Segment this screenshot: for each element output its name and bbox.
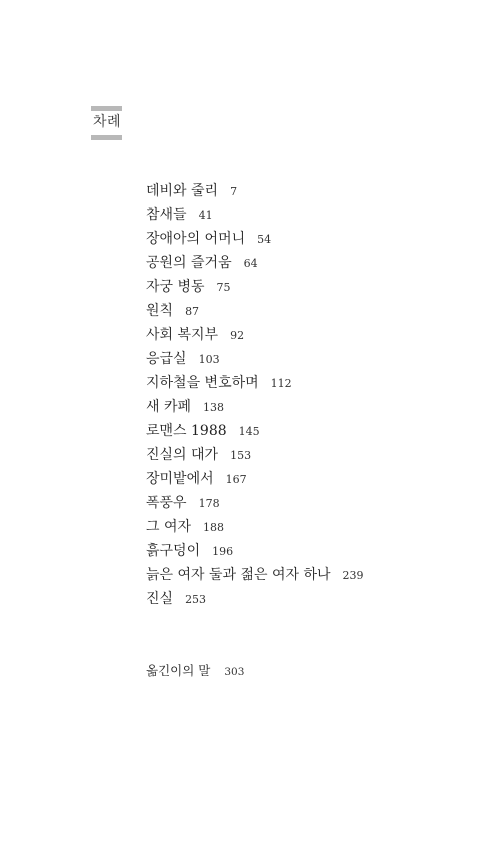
toc-entry-title: 사회 복지부 [146,327,219,343]
toc-entry-title: 응급실 [146,351,187,367]
table-of-contents [146,178,364,610]
toc-entry-page: 41 [198,209,213,222]
toc-entry-page: 7 [230,185,238,198]
toc-entry-title: 데비와 줄리 [146,183,219,199]
toc-entry-title: 흙구덩이 [146,543,201,559]
toc-entry [146,466,364,490]
toc-entry [146,346,364,370]
toc-entry-title: 원칙 [146,303,174,319]
toc-entry-page: 54 [257,233,272,246]
toc-entry [146,250,364,274]
toc-entry-page: 64 [243,257,258,270]
toc-entry [146,322,364,346]
heading-bottom-rule [91,135,122,140]
toc-entry [146,370,364,394]
toc-entry [146,586,364,610]
toc-entry [146,562,364,586]
toc-entry-page: 167 [225,473,247,486]
toc-entry-title: 폭풍우 [146,495,187,511]
toc-entry-page: 92 [230,329,245,342]
toc-entry [146,490,364,514]
toc-entry-page: 239 [342,569,364,582]
toc-entry [146,394,364,418]
toc-entry-page: 196 [212,545,234,558]
toc-entry-title: 지하철을 변호하며 [146,375,259,391]
page-title: 차례 [93,114,122,130]
toc-entry-title: 늙은 여자 둘과 젊은 여자 하나 [146,567,331,583]
toc-entry-title: 자궁 병동 [146,279,205,295]
toc-entry-title: 공원의 즐거움 [146,255,232,271]
toc-entry-page: 178 [198,497,220,510]
toc-entry [146,178,364,202]
toc-entry-page: 75 [216,281,231,294]
toc-entry-title: 장애아의 어머니 [146,231,246,247]
toc-entry-title: 진실 [146,591,174,607]
toc-entry-page: 87 [185,305,200,318]
afterword-entry [146,660,244,680]
toc-entry [146,418,364,442]
toc-entry-page: 112 [270,377,292,390]
toc-entry-page: 153 [230,449,252,462]
toc-entry [146,274,364,298]
toc-entry-page: 103 [198,353,220,366]
toc-entry-page: 253 [185,593,207,606]
toc-entry-title: 진실의 대가 [146,447,219,463]
afterword-title: 옮긴이의 말 [146,663,211,678]
toc-entry-page: 138 [203,401,225,414]
toc-entry-title: 그 여자 [146,519,192,535]
toc-entry-title: 로맨스 1988 [146,423,227,439]
toc-entry-title: 새 카페 [146,399,192,415]
toc-entry-page: 188 [203,521,225,534]
afterword-page: 303 [224,666,245,678]
toc-entry [146,538,364,562]
toc-entry-title: 참새들 [146,207,187,223]
toc-entry [146,442,364,466]
toc-heading-block [91,106,122,140]
toc-entry [146,226,364,250]
toc-entry [146,202,364,226]
toc-entry [146,298,364,322]
toc-entry-page: 145 [238,425,260,438]
toc-entry [146,514,364,538]
toc-entry-title: 장미밭에서 [146,471,214,487]
